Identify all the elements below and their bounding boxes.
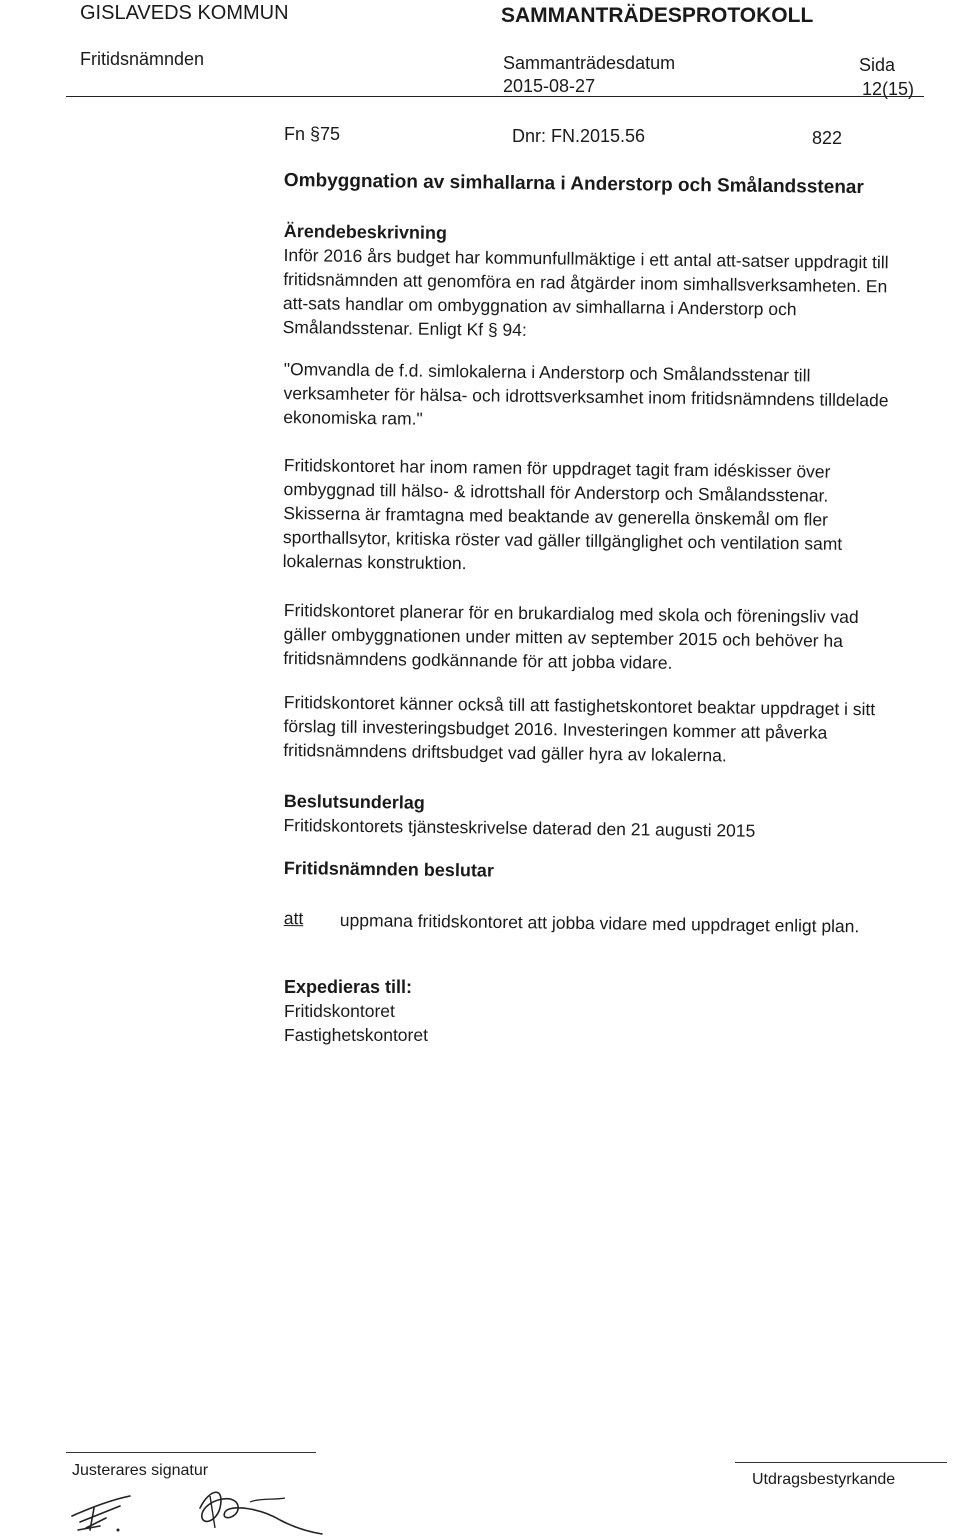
document-title: Ombyggnation av simhallarna i Anderstorp och Smålandsstenar xyxy=(283,170,864,199)
signature-scribble-icon xyxy=(60,1478,330,1538)
text-line: att-sats handlar om ombyggnation av simhallarna i Anderstorp och xyxy=(282,292,797,320)
recipient-item: Fastighetskontoret xyxy=(284,1025,428,1045)
text-line: Fritidskontoret planerar för en brukardialog med skola och föreningsliv vad xyxy=(283,599,859,628)
beslutsunderlag-section xyxy=(283,789,944,845)
footer-rule-left xyxy=(66,1452,316,1453)
beslutsunderlag-heading: Beslutsunderlag xyxy=(283,790,425,813)
page-label: Sida xyxy=(859,55,896,75)
quote-line: verksamheter för hälsa- och idrottsverksamhet inom fritidsnämndens tilldelade xyxy=(283,382,889,411)
beslutsunderlag-text: Fritidskontorets tjänsteskrivelse daterad den 21 augusti 2015 xyxy=(283,814,756,841)
organization-name: GISLAVEDS KOMMUN xyxy=(80,2,289,24)
paragraph-number: Fn §75 xyxy=(284,124,341,144)
arendebeskrivning-section xyxy=(283,219,944,347)
extract-label: Utdragsbestyrkande xyxy=(752,1471,896,1488)
decision-heading: Fritidsnämnden beslutar xyxy=(283,858,495,881)
paragraph-user-dialog xyxy=(283,598,944,678)
quote-line: ekonomiska ram." xyxy=(283,406,423,429)
expedieras-section xyxy=(284,975,428,1047)
paragraph-idea-sketches xyxy=(283,453,944,581)
meeting-date: 2015-08-27 xyxy=(503,76,596,96)
text-line: Inför 2016 års budget har kommunfullmäktige i ett antal att-satser uppdragit till xyxy=(283,244,889,273)
case-number: 822 xyxy=(812,128,843,148)
text-line: fritidsnämndens driftsbudget vad gäller hyra av lokalerna. xyxy=(283,739,727,766)
decision-att-label: att xyxy=(283,908,304,929)
text-line: Smålandsstenar. Enligt Kf § 94: xyxy=(282,316,527,340)
text-line: ombyggnad till hälso- & idrottshall för Anderstorp och Smålandsstenar. xyxy=(283,478,829,506)
text-line: Skisserna är framtagna med beaktande av generella önskemål om fler xyxy=(283,502,829,530)
signature-label: Justerares signatur xyxy=(72,1462,209,1479)
text-line: fritidsnämnden att genomföra en rad åtgärder inom simhallsverksamheten. En xyxy=(283,268,888,297)
text-line: fritidsnämndens godkännande för att jobba vidare. xyxy=(283,647,673,673)
quote-line: "Omvandla de f.d. simlokalerna i Anderstorp och Smålandsstenar till xyxy=(283,358,811,386)
document-type: SAMMANTRÄDESPROTOKOLL xyxy=(501,4,814,27)
footer-rule-right xyxy=(735,1462,947,1463)
arendebeskrivning-heading: Ärendebeskrivning xyxy=(283,220,448,243)
page-number: 12(15) xyxy=(862,79,915,99)
diarie-number: Dnr: FN.2015.56 xyxy=(512,126,646,146)
text-line: sporthallsytor, kritiska röster vad gäller tillgänglighet och ventilation samt xyxy=(282,526,843,554)
recipient-item: Fritidskontoret xyxy=(284,1001,395,1021)
committee-name: Fritidsnämnden xyxy=(80,49,205,69)
text-line: gäller ombyggnationen under mitten av september 2015 och behöver ha xyxy=(283,623,844,651)
paragraph-investment xyxy=(283,690,944,770)
date-label: Sammanträdesdatum xyxy=(503,53,676,73)
decision-text: uppmana fritidskontoret att jobba vidare med uppdraget enligt plan. xyxy=(339,910,860,937)
text-line: lokalernas konstruktion. xyxy=(282,550,467,574)
text-line: förslag till investeringsbudget 2016. Investeringen kommer att påverka xyxy=(283,715,828,743)
text-line: Fritidskontoret känner också till att fastighetskontoret beaktar uppdraget i sitt xyxy=(283,691,876,720)
expedieras-heading: Expedieras till: xyxy=(284,977,413,997)
text-line: Fritidskontoret har inom ramen för uppdraget tagit fram idéskisser över xyxy=(283,454,831,482)
header-rule xyxy=(66,96,924,97)
quote-block xyxy=(283,357,944,437)
